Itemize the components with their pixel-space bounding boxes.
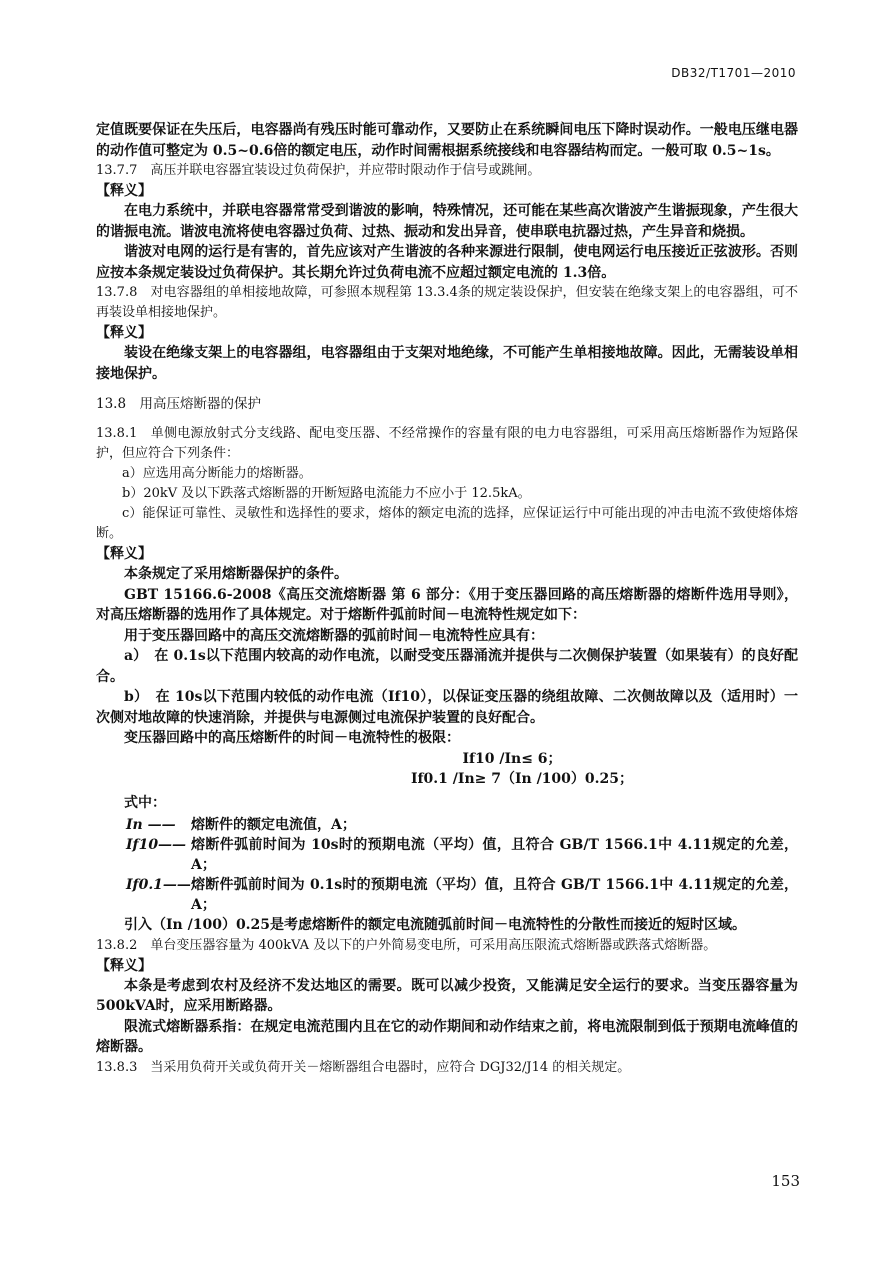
paragraph-p9: b） 在 10s以下范围内较低的动作电流（If10），以保证变压器的绕组故障、二次侧故障以及（适用时）一次侧对地故障的快速消除，并提供与电源侧过电流保护装置的良好配合。 <box>96 689 798 726</box>
clause-13-8-1-b: b）20kV 及以下跌落式熔断器的开断短路电流能力不应小于 12.5kA。 <box>122 486 531 501</box>
explanation-label: 【释义】 <box>96 325 152 341</box>
clause-13-8-1: 13.8.1 单侧电源放射式分支线路、配电变压器、不经常操作的容量有限的电力电容器组，可采用高压熔断器作为短路保护，但应符合下列条件： <box>96 426 798 461</box>
term-symbol: In —— <box>126 817 176 833</box>
header-doc-code: DB32/T1701—2010 <box>671 66 796 80</box>
explanation-label: 【释义】 <box>96 957 152 974</box>
clause-13-7-8: 13.7.8 对电容器组的单相接地故障，可参照本规程第 13.3.4条的规定装设保护，但安装在绝缘支架上的电容器组，可不再装设单相接地保护。 <box>96 285 798 320</box>
term-symbol: If10—— <box>126 837 187 853</box>
paragraph-p6: GBT 15166.6-2008《高压交流熔断器 第 6 部分：《用于变压器回路的高压熔断器的熔断件选用导则》，对高压熔断器的选用作了具体规定。对于熔断件弧前时间－电流特性规定如下： <box>96 586 798 623</box>
paragraph-p1: 定值既要保证在失压后，电容器尚有残压时能可靠动作，又要防止在系统瞬间电压下降时误动作。一般电压继电器的动作值可整定为 0.5~0.6倍的额定电压，动作时间需根据系统接线和电容器结构而定。一般可取 0.5~1s。 <box>96 122 798 159</box>
explanation-label: 【释义】 <box>96 183 152 199</box>
paragraph-p7: 用于变压器回路中的高压交流熔断器的弧前时间－电流特性应具有： <box>124 627 544 644</box>
term-if01 <box>96 875 798 915</box>
clause-13-8-2: 13.8.2 单台变压器容量为 400kVA 及以下的户外简易变电所，可采用高压限流式熔断器或跌落式熔断器。 <box>96 937 717 953</box>
page-content <box>96 120 798 1078</box>
paragraph-p8: a） 在 0.1s以下范围内较高的动作电流，以耐受变压器涌流并提供与二次侧保护装置（如果装有）的良好配合。 <box>96 648 798 685</box>
clause-13-8-3: 13.8.3 当采用负荷开关或负荷开关－熔断器组合电器时，应符合 DGJ32/J14 的相关规定。 <box>96 1059 631 1075</box>
term-in <box>96 815 798 835</box>
paragraph-p2: 在电力系统中，并联电容器常常受到谐波的影响，特殊情况，还可能在某些高次谐波产生谐振现象，产生很大的谐振电流。谐波电流将使电容器过负荷、过热、振动和发出异音，使串联电抗器过热，产生异音和烧损。 <box>96 203 798 240</box>
term-definition: 熔断件弧前时间为 10s时的预期电流（平均）值，且符合 GB/T 1566.1中 4.11规定的允差，A； <box>191 837 798 873</box>
where-label: 式中： <box>124 794 166 811</box>
explanation-label: 【释义】 <box>96 546 152 562</box>
formula-1: If10 /In≤ 6； <box>462 750 562 767</box>
paragraph-p12: 本条是考虑到农村及经济不发达地区的需要。既可以减少投资，又能满足安全运行的要求。当变压器容量为 500kVA时，应采用断路器。 <box>96 977 798 1014</box>
paragraph-p4: 装设在绝缘支架上的电容器组，电容器组由于支架对地绝缘，不可能产生单相接地故障。因此，无需装设单相接地保护。 <box>96 345 798 382</box>
paragraph-p13: 限流式熔断器系指：在规定电流范围内且在它的动作期间和动作结束之前，将电流限制到低于预期电流峰值的熔断器。 <box>96 1018 798 1055</box>
clause-13-7-7: 13.7.7 高压并联电容器宜装设过负荷保护，并应带时限动作于信号或跳闸。 <box>96 163 541 178</box>
clause-13-8-1-c: c）能保证可靠性、灵敏性和选择性的要求，熔体的额定电流的选择，应保证运行中可能出现的冲击电流不致使熔体熔断。 <box>96 506 798 541</box>
formula-2: If0.1 /In≥ 7（In /100）0.25； <box>410 770 634 787</box>
paragraph-p11: 引入（In /100）0.25是考虑熔断件的额定电流随弧前时间－电流特性的分散性而接近的短时区域。 <box>124 917 747 933</box>
clause-13-8-1-a: a）应选用高分断能力的熔断器。 <box>122 466 312 481</box>
term-if10 <box>96 835 798 875</box>
paragraph-p10: 变压器回路中的高压熔断件的时间－电流特性的极限： <box>124 730 460 746</box>
paragraph-p5: 本条规定了采用熔断器保护的条件。 <box>124 566 348 582</box>
term-definition: 熔断件的额定电流值，A； <box>191 817 356 833</box>
section-heading-13-8: 13.8 用高压熔断器的保护 <box>96 396 262 412</box>
page-number: 153 <box>771 1172 800 1190</box>
paragraph-p3: 谐波对电网的运行是有害的，首先应该对产生谐波的各种来源进行限制，使电网运行电压接近正弦波形。否则应按本条规定装设过负荷保护。其长期允许过负荷电流不应超过额定电流的 1.3倍。 <box>96 244 798 281</box>
term-symbol: If0.1—— <box>126 877 191 893</box>
term-definition: 熔断件弧前时间为 0.1s时的预期电流（平均）值，且符合 GB/T 1566.1中 4.11规定的允差，A； <box>191 877 798 913</box>
